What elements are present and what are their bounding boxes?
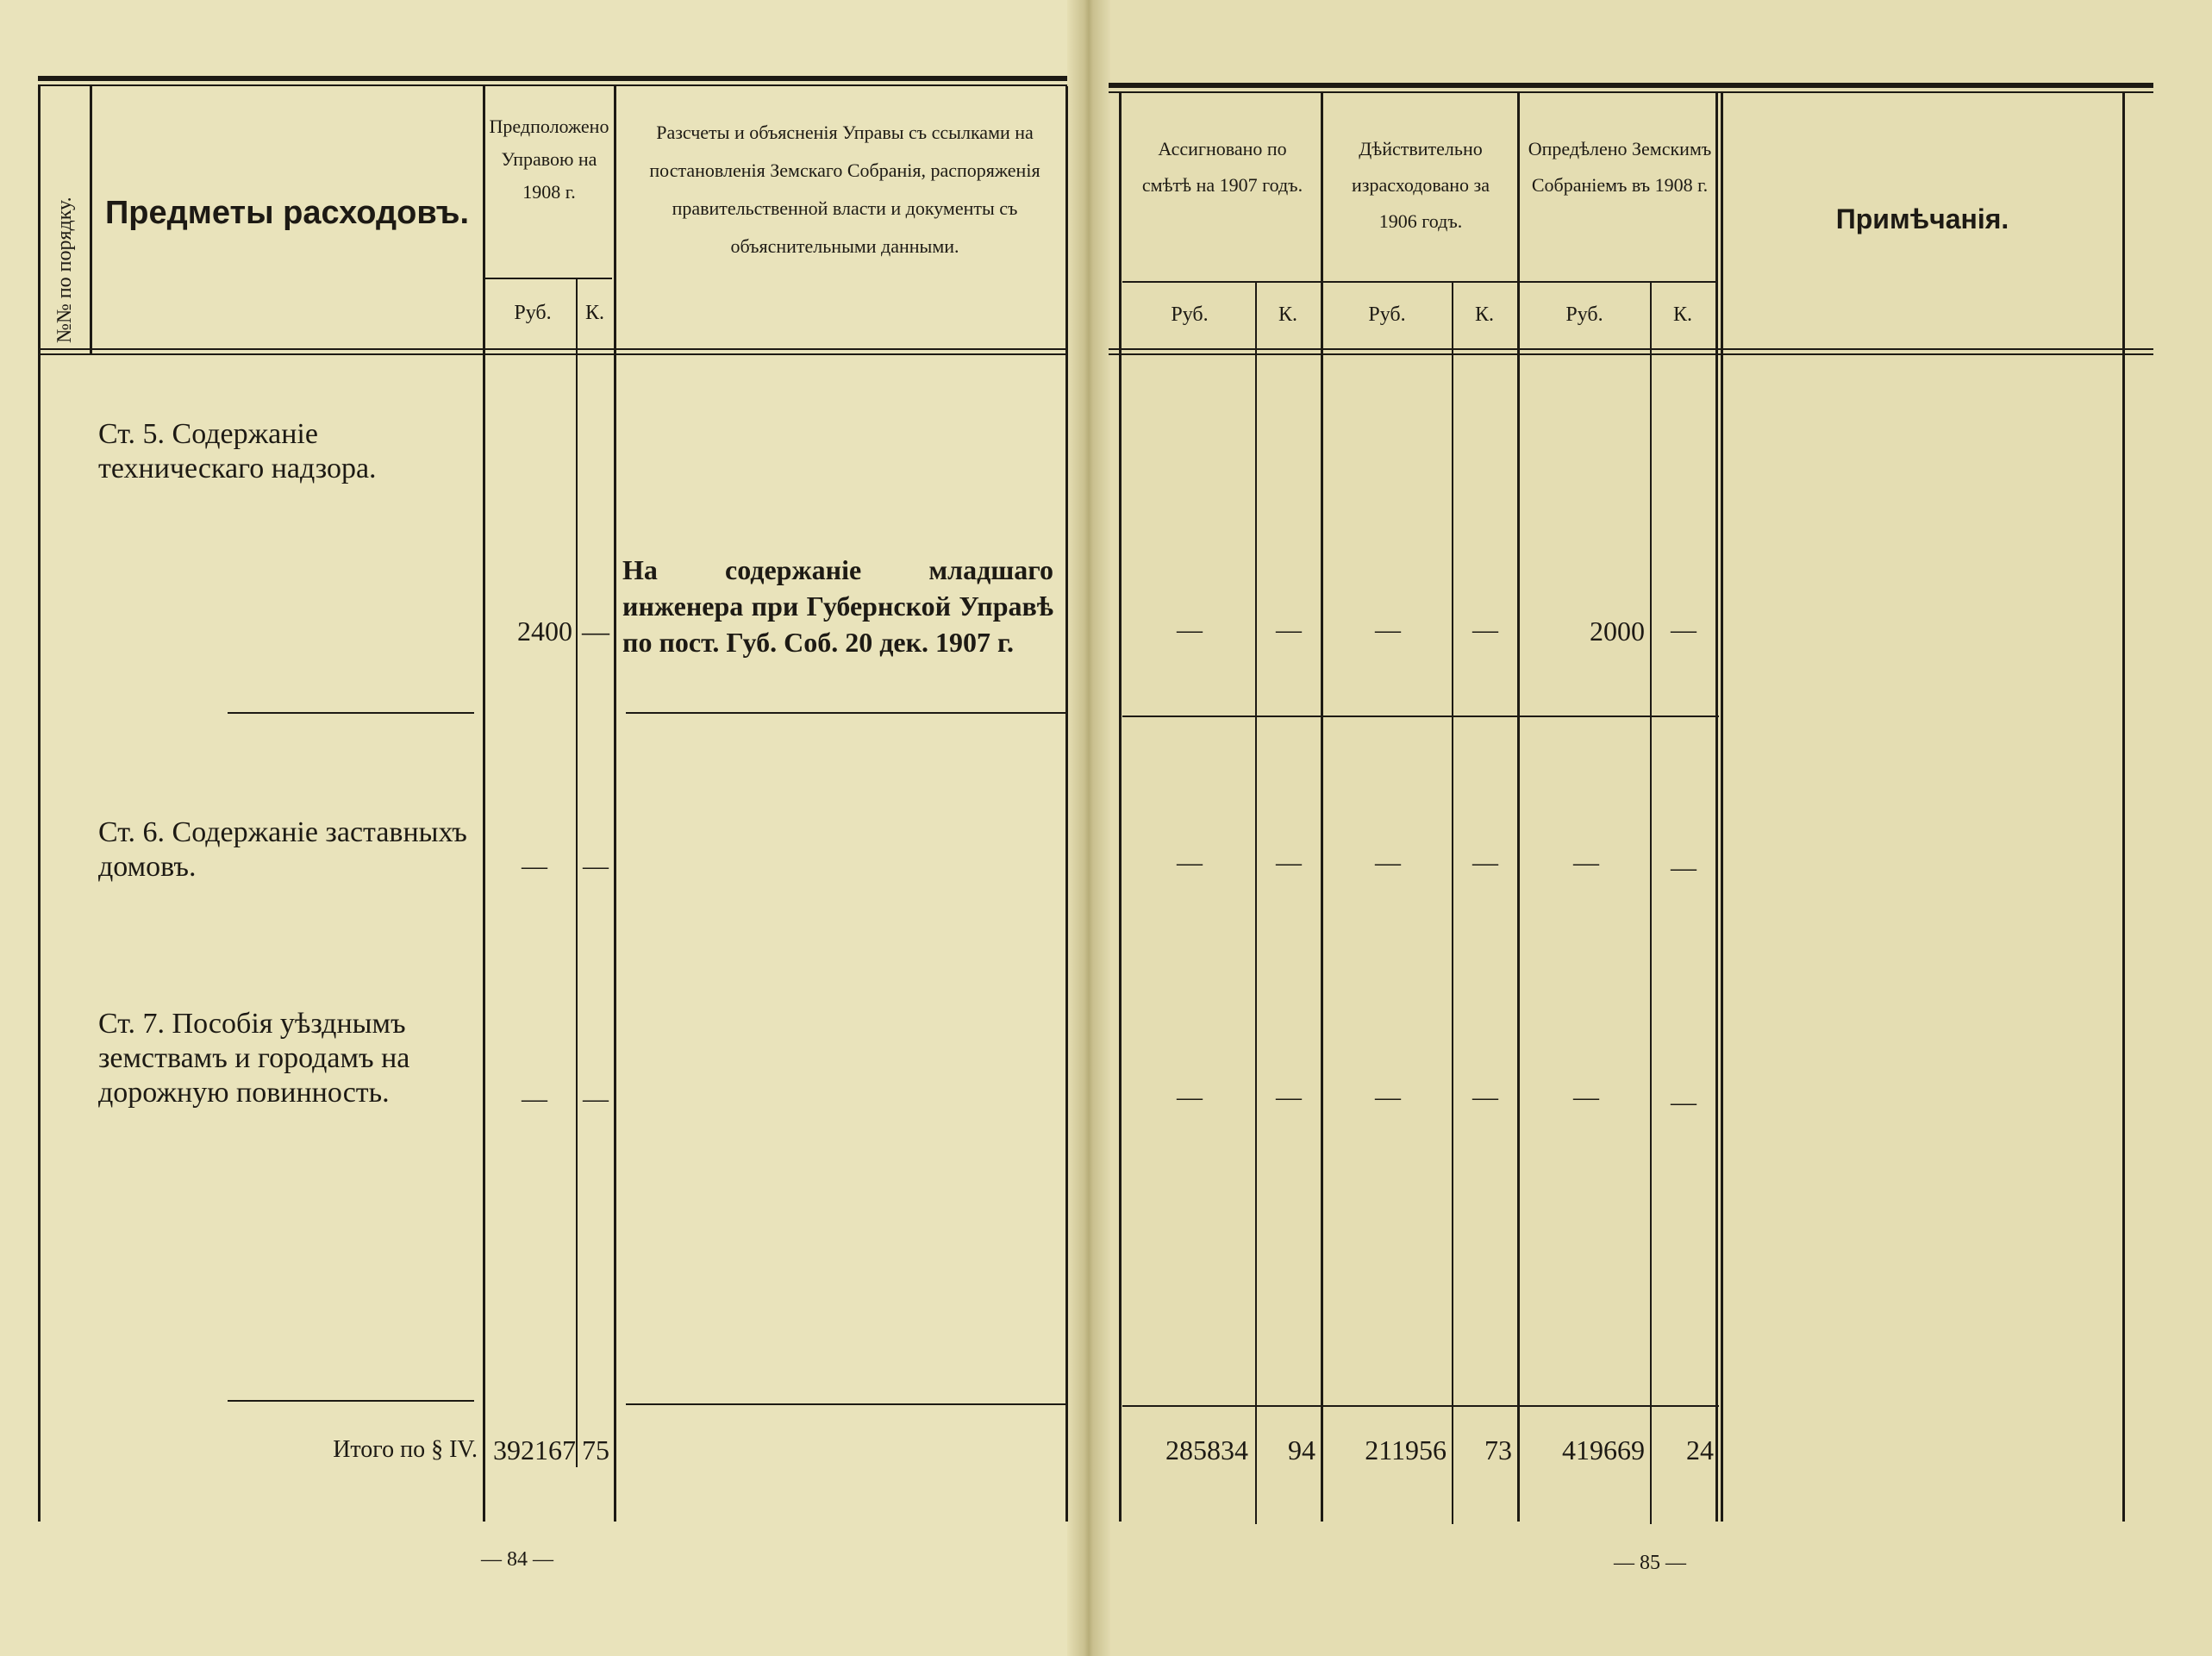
item-row-5: Ст. 5. Содержаніе техническаго надзора. [98, 418, 377, 484]
r7-determined-rub: — [1573, 1083, 1599, 1111]
assigned-rub-header: Руб. [1171, 303, 1209, 326]
right-header-rule [1109, 348, 2153, 350]
right-col-divider-1 [1321, 93, 1323, 1522]
row-5-k: — [582, 616, 609, 647]
row-6-rub: — [522, 852, 547, 880]
left-row-rule-1 [228, 712, 474, 714]
item-row-6: Ст. 6. Содержаніе заставныхъ домовъ. [98, 816, 467, 883]
determined-k-header: К. [1672, 303, 1692, 326]
total-assigned-rub: 285834 [1165, 1434, 1248, 1465]
order-number-header: №№ по порядку. [53, 197, 76, 343]
proposed-header: Предположено Управою на 1908 г. [489, 116, 609, 203]
left-col-divider-rubk [576, 278, 578, 1467]
calc-header: Разсчеты и объясненія Управы съ ссылками на постановленія Земскаго Собранія, распоряженія правительственной власти и документы съ объяснительными данными. [649, 122, 1040, 257]
left-top-rule-thin [38, 84, 1067, 86]
r7-determined-k: — [1671, 1088, 1696, 1116]
total-spent-rub: 211956 [1365, 1434, 1447, 1465]
right-top-rule [1109, 83, 2153, 88]
right-row-rule-1 [1122, 716, 1719, 717]
item-row-7: Ст. 7. Пособія уѣзднымъ земствамъ и городамъ на дорожную повинность. [98, 1008, 410, 1109]
right-col-divider-2 [1517, 93, 1520, 1522]
left-col-divider-3 [614, 86, 616, 1522]
right-row-rule-2 [1122, 1405, 1719, 1407]
left-page-number: — 84 — [481, 1548, 553, 1571]
r7-spent-k: — [1472, 1083, 1498, 1111]
right-col-divider-4 [1721, 93, 1723, 1522]
r6-assigned-rub: — [1177, 848, 1203, 877]
spent-rub-header: Руб. [1368, 303, 1406, 326]
left-row-rule-1b [626, 712, 1065, 714]
items-header: Предметы расходовъ. [104, 195, 470, 231]
left-subheader-rule [484, 278, 612, 279]
left-total-rub: 392167 [493, 1434, 576, 1465]
right-page-number: — 85 — [1614, 1552, 1686, 1574]
right-a-rubk [1255, 283, 1257, 1524]
total-determined-k: 24 [1686, 1434, 1714, 1465]
row-7-k: — [583, 1084, 609, 1113]
r5-assigned-rub: — [1177, 616, 1203, 644]
total-spent-k: 73 [1484, 1434, 1512, 1465]
left-rub-header: Руб. [514, 302, 552, 324]
left-border [38, 86, 41, 1522]
left-row-rule-2 [228, 1400, 474, 1402]
notes-header: Примѣчанія. [1835, 203, 2009, 234]
r7-assigned-rub: — [1177, 1083, 1203, 1111]
right-col-divider-3 [1715, 93, 1718, 1522]
spent-header: Дѣйствительно израсходовано за 1906 годъ. [1351, 138, 1490, 232]
right-subheader-rule [1122, 281, 1717, 283]
r6-assigned-k: — [1276, 848, 1302, 877]
left-total-k: 75 [582, 1434, 609, 1465]
left-top-rule [38, 76, 1067, 81]
r5-assigned-k: — [1276, 616, 1302, 644]
left-col-divider-1 [90, 86, 92, 353]
row-7-rub: — [522, 1084, 547, 1113]
left-row-rule-2b [626, 1403, 1065, 1405]
r5-determined-rub: 2000 [1590, 616, 1645, 647]
total-determined-rub: 419669 [1562, 1434, 1645, 1465]
assigned-header: Ассигновано по смѣтѣ на 1907 годъ. [1141, 138, 1303, 196]
r5-spent-k: — [1472, 616, 1498, 644]
row-6-k: — [583, 852, 609, 880]
r7-spent-rub: — [1375, 1083, 1401, 1111]
total-assigned-k: 94 [1288, 1434, 1315, 1465]
r6-determined-k: — [1671, 853, 1696, 882]
determined-rub-header: Руб. [1565, 303, 1603, 326]
row-5-note: На содержаніе младшаго инженера при Губернской Управѣ по пост. Губ. Соб. 20 дек. 1907 г. [622, 554, 1053, 658]
r5-spent-rub: — [1375, 616, 1401, 644]
left-k-header: К. [584, 302, 604, 324]
right-s-rubk [1452, 283, 1453, 1524]
right-d-rubk [1650, 283, 1652, 1524]
r6-determined-rub: — [1573, 848, 1599, 877]
row-5-rub: 2400 [517, 616, 572, 647]
r5-determined-k: — [1671, 616, 1696, 644]
spent-k-header: К. [1474, 303, 1494, 326]
right-border-right [2122, 93, 2125, 1522]
total-label: Итого по § IV. [333, 1436, 478, 1463]
left-col-divider-4 [1065, 86, 1068, 1522]
book-gutter [1067, 0, 1110, 1656]
right-header-rule-2 [1109, 353, 2153, 355]
right-top-rule-thin [1109, 91, 2153, 93]
left-col-divider-2 [483, 86, 485, 1522]
determined-header: Опредѣлено Земскимъ Собраніемъ въ 1908 г. [1528, 138, 1712, 196]
left-header-rule [38, 348, 1067, 350]
left-header-rule-2 [38, 353, 1067, 355]
r6-spent-rub: — [1375, 848, 1401, 877]
r6-spent-k: — [1472, 848, 1498, 877]
right-border-left [1119, 93, 1122, 1522]
assigned-k-header: К. [1278, 303, 1297, 326]
r7-assigned-k: — [1276, 1083, 1302, 1111]
